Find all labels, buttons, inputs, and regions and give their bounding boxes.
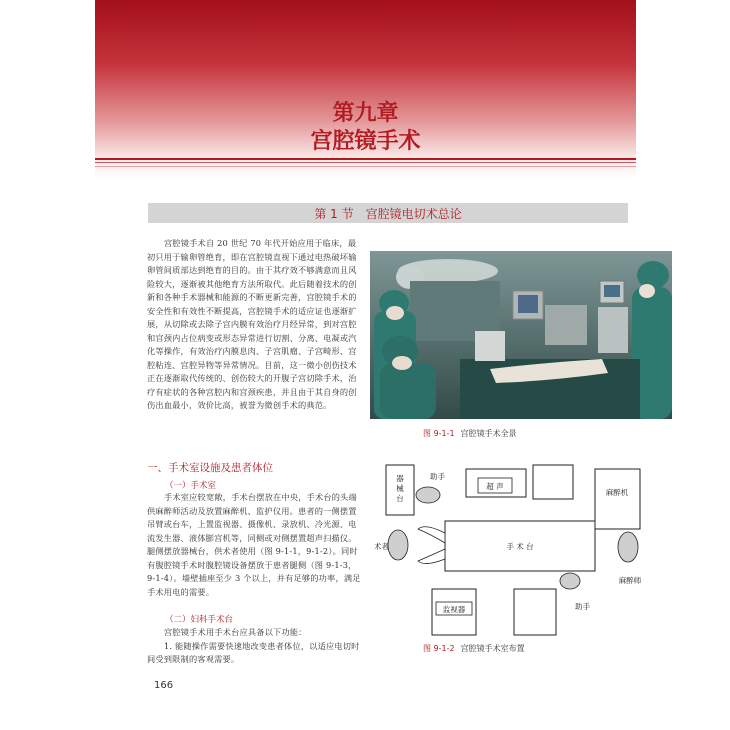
hysteroscopy-surgery-photo — [370, 251, 672, 419]
chapter-number: 第九章 — [332, 101, 399, 126]
figure-2-caption-text: 宫腔镜手术室布置 — [460, 644, 525, 653]
heading-operating-room: （一）手术室 — [165, 481, 217, 491]
label-ultrasound: 超 声 — [486, 482, 504, 491]
chapter-title-rules — [95, 158, 636, 170]
book-page — [95, 0, 642, 730]
operating-room-layout-diagram — [370, 463, 670, 639]
page-number: 166 — [154, 680, 174, 691]
label-assistant-top: 助手 — [430, 472, 445, 481]
label-surgeon: 术者 — [374, 542, 389, 551]
section-title: 第 1 节 宫腔镜电切术总论 — [314, 207, 462, 221]
figure-1-number: 图 9-1-1 — [423, 429, 455, 438]
figure-1-caption-text: 宫腔镜手术全景 — [460, 429, 517, 438]
heading-operating-table: （二）妇科手术台 — [165, 615, 234, 625]
label-anesthetist: 麻醉师 — [618, 576, 642, 585]
chapter-title: 宫腔镜手术 — [310, 129, 421, 154]
operating-room-text — [147, 491, 362, 599]
figure-2-caption — [423, 643, 525, 654]
operating-room-paragraph: 手术室应较宽敞，手术台摆放在中央，手术台的头端供麻醉师活动及放置麻醉机、监护仪用。患者的一侧摆置吊臂或台车，上置监视器、摄像机、录放机、冷光源、电流发生器、液体膨宫机等，同侧或对侧摆置超声扫描仪。腿侧摆放器械台，供术者使用（图 9-1-1，9-1-2）。同时有腹腔镜手术时腹腔镜设备摆放于患者腿侧（图 9-1-3，9-1-4）。墙壁插座至少 3 个以上，并有足够的功率，满足手术用电的需要。 — [147, 492, 361, 597]
label-monitor: 监视器 — [442, 605, 466, 614]
intro-paragraph: 宫腔镜手术自 20 世纪 70 年代开始应用于临床，最初只用于输卵管绝育，即在宫腔镜直视下通过电热破坏输卵管间质部达到绝育的目的。由于其疗效不够满意而且风险较大，逐渐被其他绝育方法所取代。此后随着技术的创新和各种手术器械和能源的不断更新完善，宫腔镜手术的安全性和有效性不断提高，宫腔镜手术的适应证也逐渐扩展，从切除或去除子宫内膜有效治疗月经异常，到对宫腔和宫颈内占位病变或形态异常进行切割、分离、电凝或汽化等操作，有效治疗内膜息肉、子宫肌瘤、子宫畸形、宫腔粘连、宫腔异物等异常情况。目前，这一微小创伤技术正在逐渐取代传统的、创伤较大的开腹子宫切除手术，治疗有症状的各种宫腔内和宫颈疾患，并且由于其自身的创伤出血最小，效价比高，被誉为微创手术的典范。 — [147, 238, 357, 410]
operating-table-text — [147, 626, 362, 667]
label-assistant-bottom: 助手 — [575, 602, 590, 611]
figure-1-caption — [423, 428, 517, 439]
operating-table-item-1: 1. 能随操作需要快速地改变患者体位，以适应电切时间受到限制的客观需要。 — [147, 640, 360, 664]
section-heading-bar — [148, 203, 628, 223]
operating-table-intro: 宫腔镜手术用手术台应具备以下功能： — [164, 627, 307, 637]
label-instrument-table: 器械台 — [396, 474, 404, 503]
label-operating-table: 手 术 台 — [506, 542, 534, 551]
heading-operating-room-and-position: 一、手术室设施及患者体位 — [147, 462, 273, 474]
label-anesthesia-machine: 麻醉机 — [605, 488, 629, 497]
figure-2-number: 图 9-1-2 — [423, 644, 455, 653]
intro-text — [147, 237, 362, 413]
